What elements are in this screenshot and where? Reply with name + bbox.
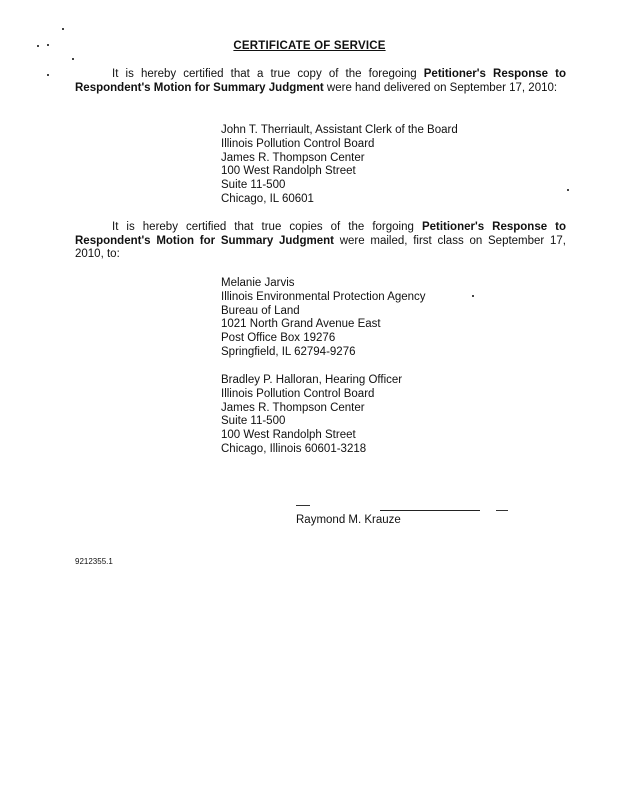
signature-mark <box>496 510 508 511</box>
mailing-paragraph <box>75 221 566 262</box>
scan-speck <box>62 28 64 30</box>
signature-line <box>380 510 480 511</box>
para2-bold-title: Petitioner's Response to Respondent's Motion for Summary Judgment <box>75 221 567 247</box>
signature-mark <box>296 505 310 506</box>
address-line: Chicago, Illinois 60601-3218 <box>221 442 367 455</box>
address-line: 100 West Randolph Street <box>221 165 356 178</box>
address-line: Chicago, IL 60601 <box>221 192 314 205</box>
hand-delivery-paragraph <box>75 68 566 95</box>
recipient-block-clerk <box>221 124 458 207</box>
scan-speck <box>472 295 474 297</box>
address-line: Illinois Environmental Protection Agency <box>221 290 426 303</box>
para2-text-b: were mailed, first class on September 17, 2010, to: <box>75 234 566 260</box>
scan-speck <box>47 74 49 76</box>
para2-text-a: It is hereby certified that true copies of the forgoing <box>112 221 422 233</box>
para1-text-b: were hand delivered on September 17, 2010: <box>323 81 558 94</box>
address-line: John T. Therriault, Assistant Clerk of the Board <box>221 124 458 136</box>
address-line: Suite 11-500 <box>221 415 286 428</box>
address-line: James R. Thompson Center <box>221 151 365 164</box>
address-line: 100 West Randolph Street <box>221 429 356 442</box>
address-line: Post Office Box 19276 <box>221 332 336 345</box>
document-number: 9212355.1 <box>75 557 113 566</box>
recipient-block-epa <box>221 277 426 360</box>
address-line: Bureau of Land <box>221 304 300 317</box>
para1-text-a: It is hereby certified that a true copy of the foregoing <box>112 68 424 80</box>
address-line: Suite 11-500 <box>221 179 286 192</box>
scan-speck <box>567 189 569 191</box>
page-title: CERTIFICATE OF SERVICE <box>233 40 386 52</box>
address-line: James R. Thompson Center <box>221 401 365 414</box>
address-line: Illinois Pollution Control Board <box>221 387 375 400</box>
scan-speck <box>72 58 74 60</box>
address-line: Springfield, IL 62794-9276 <box>221 345 356 358</box>
address-line: Illinois Pollution Control Board <box>221 137 375 150</box>
para1-bold-title: Petitioner's Response to Respondent's Motion for Summary Judgment <box>75 68 566 94</box>
address-line: Melanie Jarvis <box>221 277 295 289</box>
address-line: Bradley P. Halloran, Hearing Officer <box>221 374 403 386</box>
address-line: 1021 North Grand Avenue East <box>221 318 381 331</box>
signatory-name: Raymond M. Krauze <box>296 514 401 526</box>
recipient-block-hearing-officer <box>221 374 402 457</box>
